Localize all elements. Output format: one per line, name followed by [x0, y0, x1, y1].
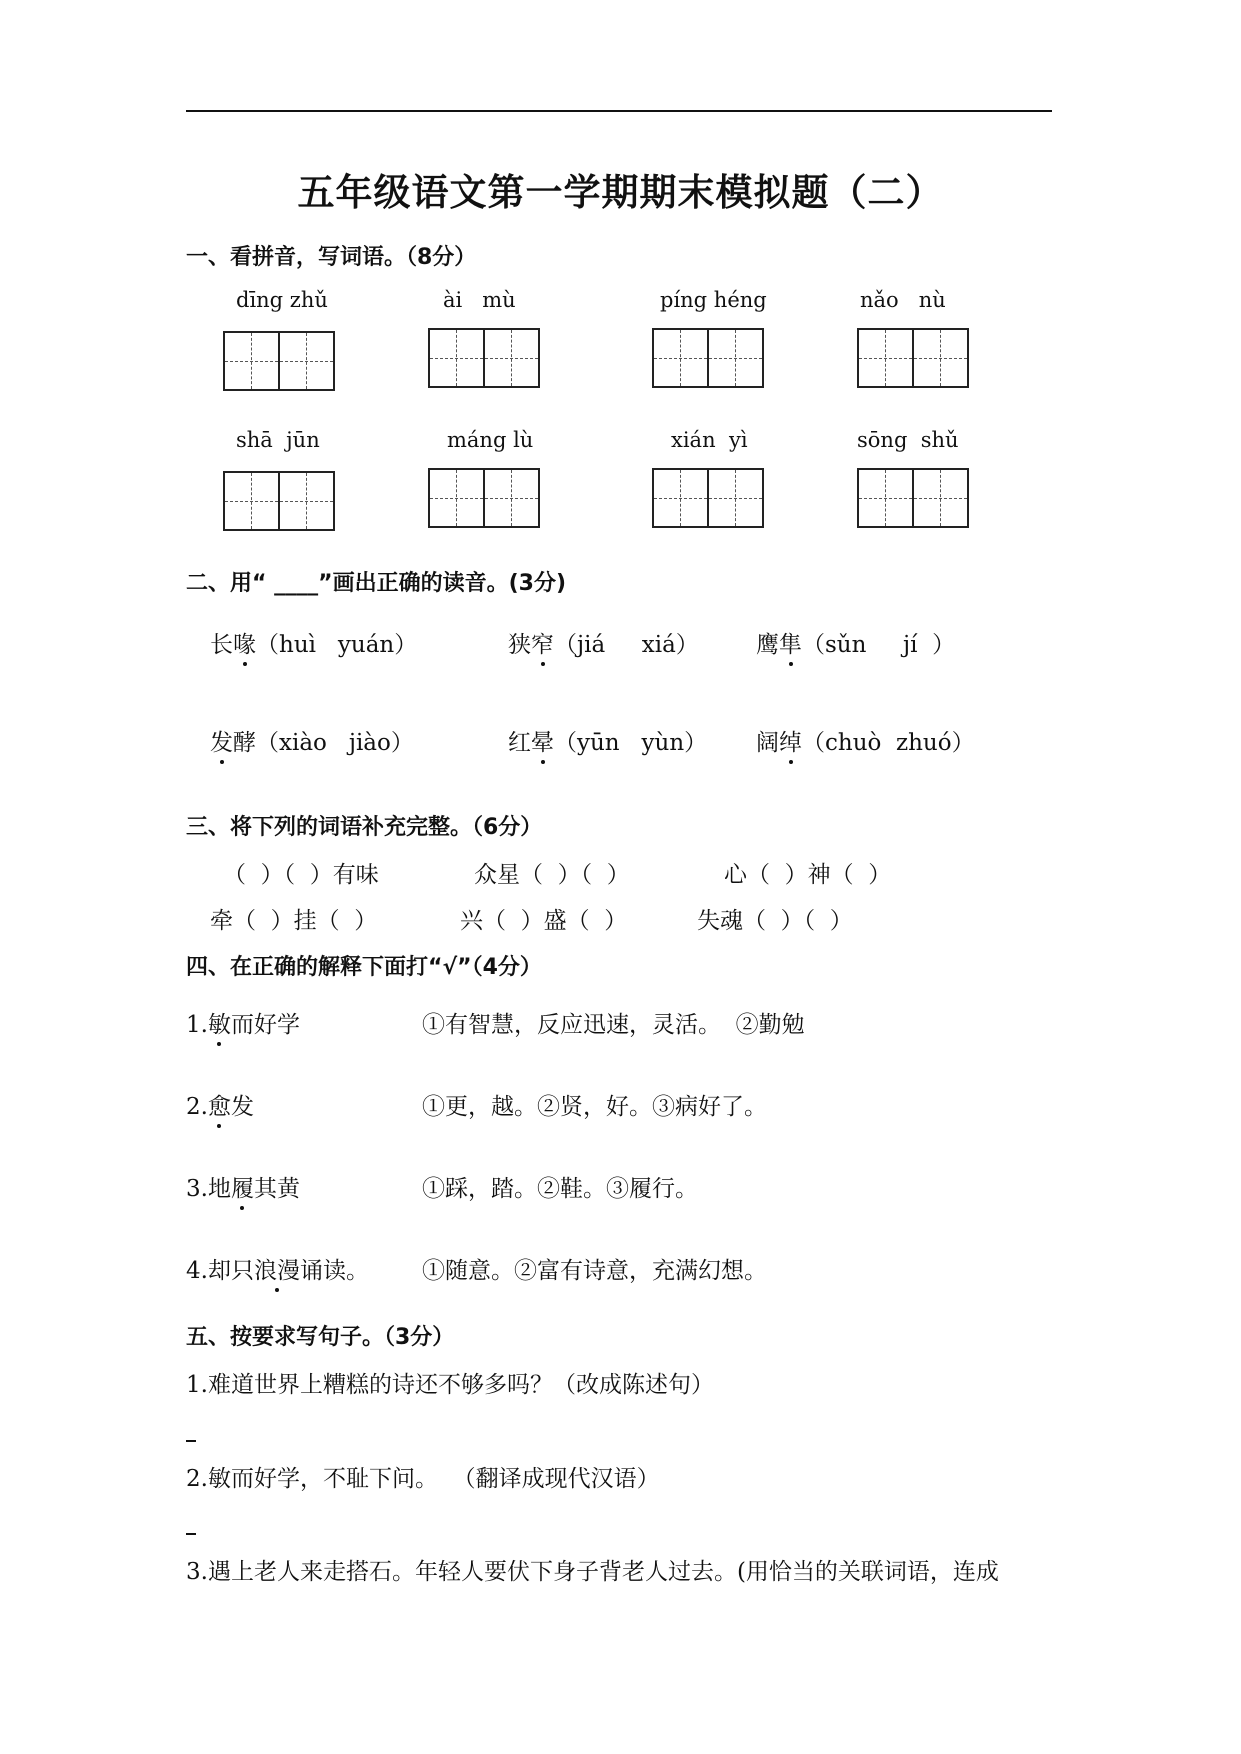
question-2: 2.敏而好学，不耻下问。 （翻译成现代汉语） — [186, 1466, 660, 1492]
reading-item[interactable]: 鹰隼（sǔn jí ） — [756, 626, 955, 659]
section-4-heading: 四、在正确的解释下面打“√”（4分） — [186, 955, 542, 980]
page-title: 五年级语文第一学期期末模拟题（二） — [297, 171, 944, 214]
word-item: 3.地履其黄 — [186, 1170, 300, 1203]
reading-item[interactable]: 发酵（xiào jiào） — [210, 724, 414, 757]
definition-options[interactable]: ①有智慧，反应迅速，灵活。 ②勤勉 — [422, 1012, 805, 1038]
writing-grid[interactable] — [428, 328, 540, 388]
fill-idiom[interactable]: 牵（ ）挂（ ） — [210, 908, 378, 934]
pinyin-8: sōng shǔ — [857, 428, 959, 452]
definition-options[interactable]: ①更，越。②贤，好。③病好了。 — [422, 1094, 767, 1120]
question-1: 1.难道世界上糟糕的诗还不够多吗？（改成陈述句） — [186, 1372, 714, 1398]
fill-idiom[interactable]: 心（ ）神（ ） — [724, 862, 892, 888]
pinyin-4: nǎo nù — [860, 288, 946, 312]
writing-grid[interactable] — [857, 468, 969, 528]
pinyin-3: píng héng — [660, 288, 767, 312]
word-item: 2.愈发 — [186, 1088, 254, 1121]
pinyin-2: ài mù — [443, 288, 516, 312]
pinyin-6: máng lù — [447, 428, 534, 452]
pinyin-1: dīng zhǔ — [236, 288, 328, 312]
fill-idiom[interactable]: 众星（ ）（ ） — [474, 862, 630, 888]
section-3-heading: 三、将下列的词语补充完整。（6分） — [186, 815, 543, 840]
section-1-heading: 一、看拼音，写词语。（8分） — [186, 245, 477, 270]
fill-idiom[interactable]: （ ）（ ）有味 — [223, 862, 379, 888]
answer-line[interactable] — [186, 1440, 196, 1442]
question-3: 3.遇上老人来走搭石。年轻人要伏下身子背老人过去。(用恰当的关联词语，连成 — [186, 1559, 999, 1585]
fill-idiom[interactable]: 兴（ ）盛（ ） — [460, 908, 628, 934]
reading-item[interactable]: 狭窄（jiá xiá） — [508, 626, 699, 659]
pinyin-7: xián yì — [671, 428, 748, 452]
writing-grid[interactable] — [857, 328, 969, 388]
section-2-heading: 二、用“ ____”画出正确的读音。(3分) — [186, 571, 566, 596]
definition-options[interactable]: ①踩，踏。②鞋。③履行。 — [422, 1176, 698, 1202]
answer-line[interactable] — [186, 1533, 196, 1535]
word-item: 4.却只浪漫诵读。 — [186, 1252, 369, 1285]
writing-grid[interactable] — [652, 328, 764, 388]
writing-grid[interactable] — [223, 471, 335, 531]
writing-grid[interactable] — [428, 468, 540, 528]
word-item: 1.敏而好学 — [186, 1006, 300, 1039]
header-rule — [186, 110, 1052, 112]
section-5-heading: 五、按要求写句子。（3分） — [186, 1325, 455, 1350]
pinyin-5: shā jūn — [236, 428, 320, 452]
writing-grid[interactable] — [652, 468, 764, 528]
reading-item[interactable]: 阔绰（chuò zhuó） — [756, 724, 975, 757]
fill-idiom[interactable]: 失魂（ ）（ ） — [697, 908, 853, 934]
reading-item[interactable]: 长喙（huì yuán） — [210, 626, 417, 659]
reading-item[interactable]: 红晕（yūn yùn） — [508, 724, 707, 757]
definition-options[interactable]: ①随意。②富有诗意，充满幻想。 — [422, 1258, 767, 1284]
writing-grid[interactable] — [223, 331, 335, 391]
